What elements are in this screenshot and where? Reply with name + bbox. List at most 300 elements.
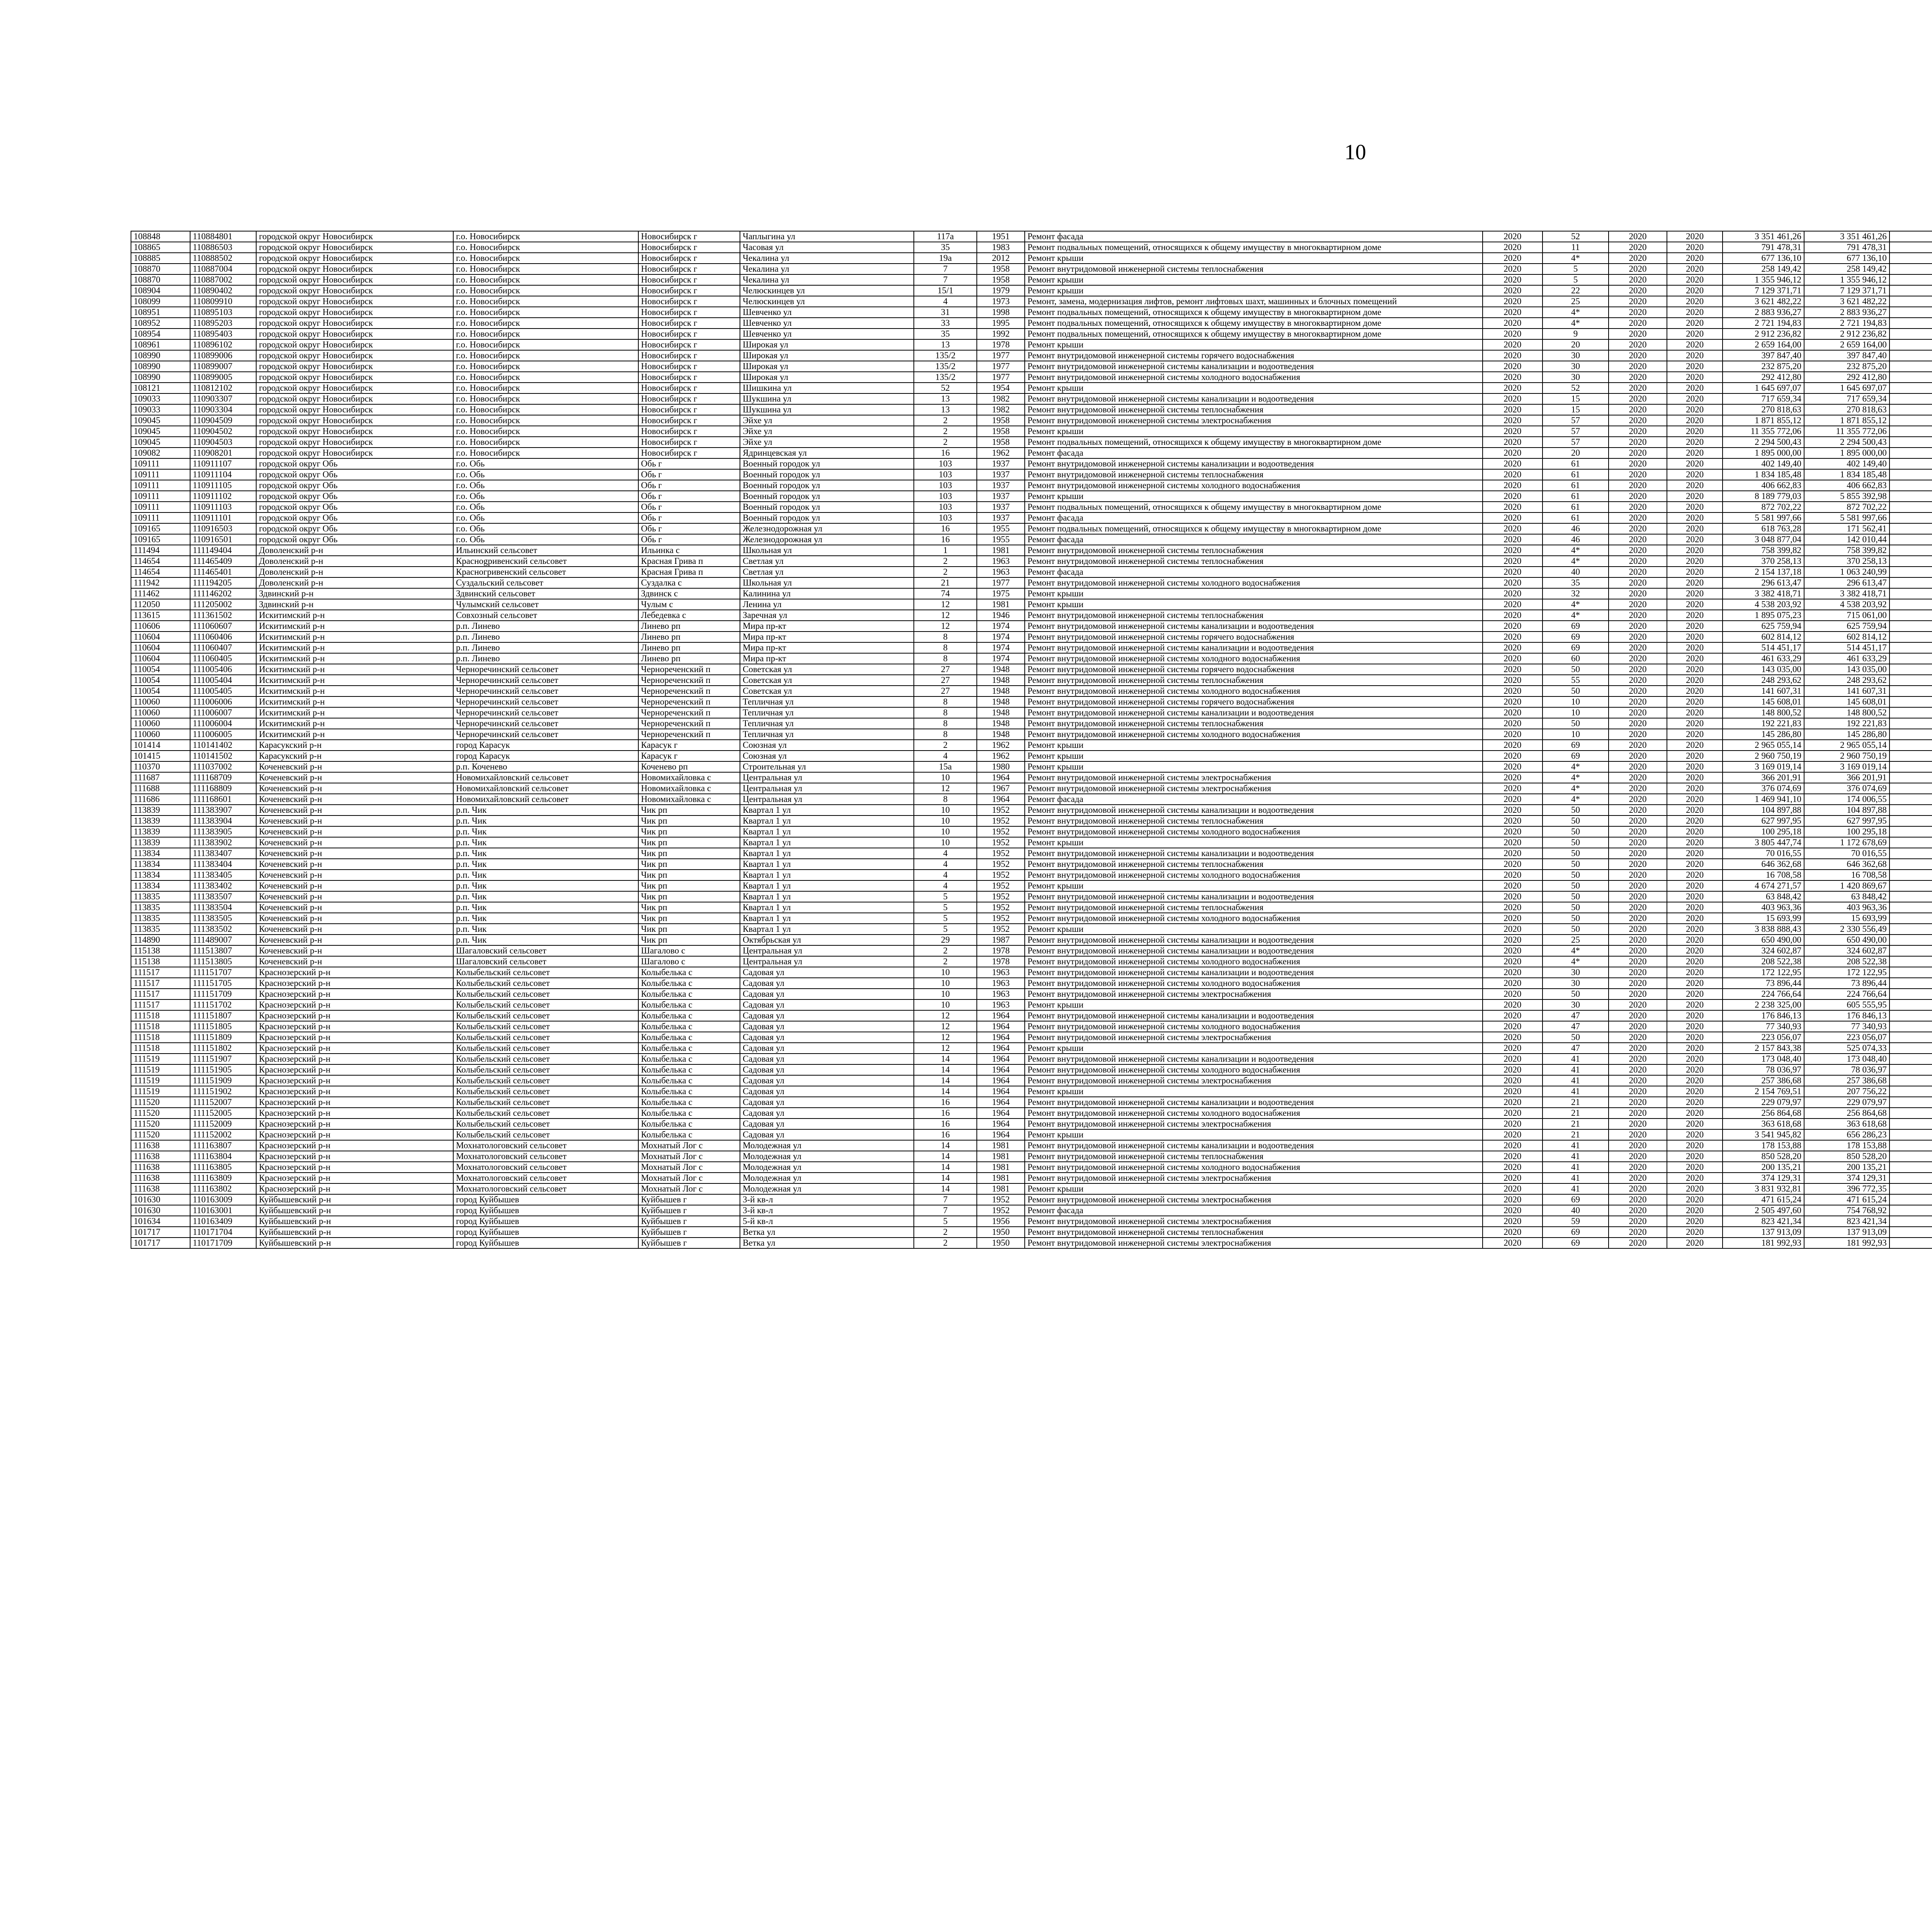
cell-municipality: Черноречинский сельсовет — [453, 664, 638, 675]
cell-wear-percent: 9 — [1543, 329, 1609, 339]
cell-budget-federal — [1889, 404, 1932, 415]
cell-end-year: 2020 — [1667, 512, 1723, 523]
cell-street: Широкая ул — [740, 350, 914, 361]
cell-start-year: 2020 — [1609, 1086, 1667, 1097]
cell-total-cost: 3 351 461,26 — [1723, 231, 1804, 242]
table-row — [131, 1010, 1932, 1021]
cell-district: Краснозерский р-н — [256, 1064, 453, 1075]
cell-plan-year: 2020 — [1483, 1205, 1543, 1216]
cell-start-year: 2020 — [1609, 329, 1667, 339]
cell-district: городской округ Обь — [256, 512, 453, 523]
cell-total-cost: 181 992,93 — [1723, 1238, 1804, 1248]
cell-work-type: Ремонт крыши — [1025, 1043, 1483, 1054]
cell-total-cost: 3 541 945,82 — [1723, 1129, 1804, 1140]
cell-fund-cost: 11 355 772,06 — [1804, 426, 1889, 437]
cell-budget-federal — [1889, 1032, 1932, 1043]
cell-work-type: Ремонт внутридомовой инженерной системы канализации и водоотведения — [1025, 805, 1483, 815]
cell-wear-percent: 41 — [1543, 1075, 1609, 1086]
cell-municipality: г.о. Новосибирск — [453, 350, 638, 361]
table-row — [131, 1238, 1932, 1248]
cell-start-year: 2020 — [1609, 642, 1667, 653]
cell-house-number: 7 — [914, 1194, 977, 1205]
cell-fund-cost: 715 061,00 — [1804, 610, 1889, 621]
cell-work-type: Ремонт крыши — [1025, 924, 1483, 935]
cell-street: Тепличная ул — [740, 707, 914, 718]
cell-municipality: р.п. Чик — [453, 859, 638, 870]
cell-total-cost: 145 286,80 — [1723, 729, 1804, 740]
table-row — [131, 653, 1932, 664]
cell-house-number: 2 — [914, 437, 977, 448]
cell-municipality: Черноречинский сельсовет — [453, 675, 638, 686]
cell-work-type: Ремонт крыши — [1025, 588, 1483, 599]
cell-district: городской округ Новосибирск — [256, 274, 453, 285]
cell-start-year: 2020 — [1609, 534, 1667, 545]
cell-locality: Линево рп — [638, 653, 740, 664]
cell-house-id: 108961 — [131, 339, 190, 350]
cell-municipality: Суздальский сельсовет — [453, 577, 638, 588]
cell-start-year: 2020 — [1609, 502, 1667, 512]
cell-build-year: 1975 — [977, 588, 1025, 599]
cell-work-id: 111151709 — [190, 989, 256, 999]
cell-build-year: 1977 — [977, 361, 1025, 372]
cell-work-type: Ремонт внутридомовой инженерной системы канализации и водоотведения — [1025, 642, 1483, 653]
cell-street: Школьная ул — [740, 577, 914, 588]
cell-locality: Линево рп — [638, 632, 740, 642]
cell-end-year: 2020 — [1667, 231, 1723, 242]
cell-locality: Новосибирск г — [638, 448, 740, 458]
cell-house-number: 27 — [914, 664, 977, 675]
cell-plan-year: 2020 — [1483, 415, 1543, 426]
cell-street: Квартал 1 ул — [740, 815, 914, 826]
cell-total-cost: 208 522,38 — [1723, 956, 1804, 967]
table-row — [131, 329, 1932, 339]
cell-end-year: 2020 — [1667, 642, 1723, 653]
cell-wear-percent: 4* — [1543, 956, 1609, 967]
cell-total-cost: 224 766,64 — [1723, 989, 1804, 999]
cell-street: Эйхе ул — [740, 437, 914, 448]
cell-work-id: 111151905 — [190, 1064, 256, 1075]
cell-fund-cost: 625 759,94 — [1804, 621, 1889, 632]
cell-build-year: 1948 — [977, 707, 1025, 718]
cell-work-type: Ремонт внутридомовой инженерной системы электроснабжения — [1025, 1238, 1483, 1248]
cell-house-number: 10 — [914, 978, 977, 989]
cell-work-type: Ремонт внутридомовой инженерной системы холодного водоснабжения — [1025, 1108, 1483, 1119]
cell-total-cost: 461 633,29 — [1723, 653, 1804, 664]
table-row — [131, 480, 1932, 491]
cell-district: Доволенский р-н — [256, 567, 453, 577]
cell-work-id: 111151909 — [190, 1075, 256, 1086]
cell-street: Советская ул — [740, 664, 914, 675]
table-row — [131, 253, 1932, 264]
table-row — [131, 1173, 1932, 1183]
cell-street: Эйхе ул — [740, 426, 914, 437]
cell-street: Ветка ул — [740, 1227, 914, 1238]
cell-house-id: 111686 — [131, 794, 190, 805]
cell-house-id: 111462 — [131, 588, 190, 599]
cell-fund-cost: 461 633,29 — [1804, 653, 1889, 664]
cell-house-id: 111638 — [131, 1162, 190, 1173]
cell-house-id: 111518 — [131, 1032, 190, 1043]
cell-work-type: Ремонт внутридомовой инженерной системы горячего водоснабжения — [1025, 632, 1483, 642]
cell-start-year: 2020 — [1609, 729, 1667, 740]
cell-end-year: 2020 — [1667, 1205, 1723, 1216]
cell-total-cost: 232 875,20 — [1723, 361, 1804, 372]
cell-start-year: 2020 — [1609, 480, 1667, 491]
cell-locality: Чик рп — [638, 837, 740, 848]
cell-work-id: 111006006 — [190, 696, 256, 707]
cell-plan-year: 2020 — [1483, 870, 1543, 880]
cell-plan-year: 2020 — [1483, 956, 1543, 967]
cell-house-number: 15/1 — [914, 285, 977, 296]
cell-work-id: 111060405 — [190, 653, 256, 664]
table-row — [131, 783, 1932, 794]
cell-work-id: 110141402 — [190, 740, 256, 751]
cell-municipality: г.о. Обь — [453, 523, 638, 534]
cell-street: Садовая ул — [740, 1075, 914, 1086]
cell-work-type: Ремонт внутридомовой инженерной системы канализации и водоотведения — [1025, 945, 1483, 956]
table-row — [131, 361, 1932, 372]
cell-end-year: 2020 — [1667, 1108, 1723, 1119]
cell-district: Краснозерский р-н — [256, 1119, 453, 1129]
cell-district: Краснозерский р-н — [256, 1151, 453, 1162]
cell-plan-year: 2020 — [1483, 718, 1543, 729]
cell-wear-percent: 4* — [1543, 318, 1609, 329]
cell-plan-year: 2020 — [1483, 502, 1543, 512]
cell-fund-cost: 396 772,35 — [1804, 1183, 1889, 1194]
cell-total-cost: 471 615,24 — [1723, 1194, 1804, 1205]
cell-plan-year: 2020 — [1483, 393, 1543, 404]
cell-wear-percent: 57 — [1543, 415, 1609, 426]
cell-locality: Новосибирск г — [638, 372, 740, 383]
cell-fund-cost: 1 063 240,99 — [1804, 567, 1889, 577]
cell-total-cost: 78 036,97 — [1723, 1064, 1804, 1075]
cell-build-year: 1964 — [977, 1064, 1025, 1075]
table-row — [131, 1032, 1932, 1043]
cell-locality: Мохнатый Лог с — [638, 1162, 740, 1173]
cell-district: городской округ Новосибирск — [256, 253, 453, 264]
cell-work-id: 111006007 — [190, 707, 256, 718]
cell-end-year: 2020 — [1667, 491, 1723, 502]
cell-district: Краснозерский р-н — [256, 1032, 453, 1043]
cell-work-id: 111005404 — [190, 675, 256, 686]
cell-total-cost: 403 963,36 — [1723, 902, 1804, 913]
cell-district: городской округ Новосибирск — [256, 426, 453, 437]
cell-house-number: 2 — [914, 415, 977, 426]
cell-plan-year: 2020 — [1483, 880, 1543, 891]
cell-municipality: г.о. Новосибирск — [453, 426, 638, 437]
cell-end-year: 2020 — [1667, 1194, 1723, 1205]
cell-budget-federal — [1889, 891, 1932, 902]
cell-start-year: 2020 — [1609, 458, 1667, 469]
cell-start-year: 2020 — [1609, 404, 1667, 415]
cell-work-id: 110887004 — [190, 264, 256, 274]
cell-locality: Обь г — [638, 512, 740, 523]
cell-district: Здвинский р-н — [256, 588, 453, 599]
table-row — [131, 772, 1932, 783]
cell-work-id: 111383505 — [190, 913, 256, 924]
cell-work-type: Ремонт внутридомовой инженерной системы канализации и водоотведения — [1025, 393, 1483, 404]
cell-budget-federal — [1889, 880, 1932, 891]
cell-work-id: 110908201 — [190, 448, 256, 458]
cell-wear-percent: 21 — [1543, 1129, 1609, 1140]
cell-budget-federal — [1889, 1151, 1932, 1162]
cell-end-year: 2020 — [1667, 577, 1723, 588]
cell-street: Октябрьская ул — [740, 935, 914, 945]
cell-district: Искитимский р-н — [256, 718, 453, 729]
cell-locality: Линево рп — [638, 621, 740, 632]
cell-municipality: р.п. Линево — [453, 642, 638, 653]
cell-end-year: 2020 — [1667, 567, 1723, 577]
cell-end-year: 2020 — [1667, 989, 1723, 999]
cell-district: Краснозерский р-н — [256, 1183, 453, 1194]
cell-end-year: 2020 — [1667, 264, 1723, 274]
cell-plan-year: 2020 — [1483, 859, 1543, 870]
cell-street: Шукшина ул — [740, 393, 914, 404]
cell-municipality: г.о. Новосибирск — [453, 361, 638, 372]
cell-start-year: 2020 — [1609, 1064, 1667, 1075]
cell-end-year: 2020 — [1667, 783, 1723, 794]
cell-municipality: г.о. Новосибирск — [453, 404, 638, 415]
cell-municipality: г.о. Новосибирск — [453, 339, 638, 350]
cell-street: Советская ул — [740, 686, 914, 696]
cell-build-year: 1964 — [977, 1075, 1025, 1086]
cell-plan-year: 2020 — [1483, 1140, 1543, 1151]
cell-work-id: 111163809 — [190, 1173, 256, 1183]
cell-street: Садовая ул — [740, 1021, 914, 1032]
cell-budget-federal — [1889, 491, 1932, 502]
cell-budget-federal — [1889, 1086, 1932, 1097]
table-row — [131, 512, 1932, 523]
cell-work-type: Ремонт внутридомовой инженерной системы холодного водоснабжения — [1025, 686, 1483, 696]
cell-house-number: 10 — [914, 989, 977, 999]
cell-street: Чекалина ул — [740, 253, 914, 264]
cell-budget-federal — [1889, 653, 1932, 664]
cell-total-cost: 4 538 203,92 — [1723, 599, 1804, 610]
cell-budget-federal — [1889, 1173, 1932, 1183]
cell-end-year: 2020 — [1667, 870, 1723, 880]
cell-house-number: 4 — [914, 859, 977, 870]
cell-work-type: Ремонт внутридомовой инженерной системы теплоснабжения — [1025, 556, 1483, 567]
cell-work-id: 111513807 — [190, 945, 256, 956]
cell-house-id: 108951 — [131, 307, 190, 318]
cell-house-id: 111638 — [131, 1183, 190, 1194]
cell-fund-cost: 181 992,93 — [1804, 1238, 1889, 1248]
cell-build-year: 1964 — [977, 1108, 1025, 1119]
cell-work-id: 110904502 — [190, 426, 256, 437]
cell-work-type: Ремонт крыши — [1025, 491, 1483, 502]
cell-plan-year: 2020 — [1483, 1216, 1543, 1227]
cell-fund-cost: 646 362,68 — [1804, 859, 1889, 870]
cell-work-id: 111152009 — [190, 1119, 256, 1129]
cell-work-type: Ремонт внутридомовой инженерной системы электроснабжения — [1025, 1173, 1483, 1183]
cell-start-year: 2020 — [1609, 859, 1667, 870]
cell-district: городской округ Новосибирск — [256, 307, 453, 318]
table-row — [131, 307, 1932, 318]
table-row — [131, 1183, 1932, 1194]
cell-municipality: город Куйбышев — [453, 1216, 638, 1227]
cell-build-year: 1937 — [977, 512, 1025, 523]
cell-total-cost: 172 122,95 — [1723, 967, 1804, 978]
cell-street: Железнодорожная ул — [740, 523, 914, 534]
cell-work-type: Ремонт внутридомовой инженерной системы теплоснабжения — [1025, 815, 1483, 826]
table-row — [131, 231, 1932, 242]
cell-build-year: 1964 — [977, 1021, 1025, 1032]
cell-fund-cost: 754 768,92 — [1804, 1205, 1889, 1216]
cell-budget-federal — [1889, 1075, 1932, 1086]
cell-locality: Новосибирск г — [638, 361, 740, 372]
cell-start-year: 2020 — [1609, 1183, 1667, 1194]
cell-start-year: 2020 — [1609, 999, 1667, 1010]
cell-locality: Шагалово с — [638, 956, 740, 967]
cell-work-type: Ремонт внутридомовой инженерной системы теплоснабжения — [1025, 1227, 1483, 1238]
cell-district: Доволенский р-н — [256, 545, 453, 556]
table-row — [131, 285, 1932, 296]
cell-house-number: 14 — [914, 1151, 977, 1162]
cell-wear-percent: 61 — [1543, 512, 1609, 523]
cell-house-number: 10 — [914, 772, 977, 783]
cell-build-year: 1952 — [977, 913, 1025, 924]
cell-house-number: 27 — [914, 675, 977, 686]
cell-fund-cost: 229 079,97 — [1804, 1097, 1889, 1108]
cell-fund-cost: 137 913,09 — [1804, 1227, 1889, 1238]
table-row — [131, 426, 1932, 437]
cell-wear-percent: 59 — [1543, 1216, 1609, 1227]
cell-wear-percent: 50 — [1543, 859, 1609, 870]
cell-work-type: Ремонт внутридомовой инженерной системы теплоснабжения — [1025, 1151, 1483, 1162]
cell-build-year: 1937 — [977, 480, 1025, 491]
cell-locality: Чик рп — [638, 902, 740, 913]
table-row — [131, 1054, 1932, 1064]
cell-wear-percent: 30 — [1543, 361, 1609, 372]
table-row — [131, 794, 1932, 805]
table-row — [131, 1097, 1932, 1108]
cell-build-year: 1981 — [977, 1140, 1025, 1151]
cell-start-year: 2020 — [1609, 426, 1667, 437]
table-row — [131, 1151, 1932, 1162]
cell-street: Квартал 1 ул — [740, 913, 914, 924]
cell-budget-federal — [1889, 577, 1932, 588]
cell-work-type: Ремонт внутридомовой инженерной системы холодного водоснабжения — [1025, 913, 1483, 924]
cell-locality: Обь г — [638, 523, 740, 534]
cell-build-year: 1979 — [977, 285, 1025, 296]
cell-end-year: 2020 — [1667, 437, 1723, 448]
cell-municipality: Черноречинский сельсовет — [453, 696, 638, 707]
cell-fund-cost: 172 122,95 — [1804, 967, 1889, 978]
cell-wear-percent: 61 — [1543, 458, 1609, 469]
cell-build-year: 1948 — [977, 664, 1025, 675]
cell-budget-federal — [1889, 826, 1932, 837]
cell-fund-cost: 850 528,20 — [1804, 1151, 1889, 1162]
cell-wear-percent: 69 — [1543, 621, 1609, 632]
cell-district: Коченевский р-н — [256, 826, 453, 837]
cell-district: городской округ Обь — [256, 502, 453, 512]
cell-district: Куйбышевский р-н — [256, 1205, 453, 1216]
cell-house-id: 108954 — [131, 329, 190, 339]
table-row — [131, 383, 1932, 393]
cell-total-cost: 292 412,80 — [1723, 372, 1804, 383]
cell-house-number: 4 — [914, 870, 977, 880]
cell-house-number: 14 — [914, 1054, 977, 1064]
cell-plan-year: 2020 — [1483, 1151, 1543, 1162]
table-row — [131, 556, 1932, 567]
cell-work-type: Ремонт внутридомовой инженерной системы теплоснабжения — [1025, 675, 1483, 686]
cell-house-id: 111942 — [131, 577, 190, 588]
cell-work-type: Ремонт внутридомовой инженерной системы электроснабжения — [1025, 783, 1483, 794]
cell-municipality: город Куйбышев — [453, 1227, 638, 1238]
table-row — [131, 913, 1932, 924]
cell-work-type: Ремонт внутридомовой инженерной системы горячего водоснабжения — [1025, 350, 1483, 361]
cell-work-id: 110903307 — [190, 393, 256, 404]
cell-build-year: 1963 — [977, 978, 1025, 989]
cell-locality: Новосибирск г — [638, 383, 740, 393]
cell-municipality: г.о. Новосибирск — [453, 393, 638, 404]
cell-wear-percent: 40 — [1543, 567, 1609, 577]
table-row — [131, 1086, 1932, 1097]
cell-locality: Куйбышев г — [638, 1227, 740, 1238]
table-row — [131, 880, 1932, 891]
cell-house-id: 110060 — [131, 707, 190, 718]
cell-end-year: 2020 — [1667, 1021, 1723, 1032]
cell-wear-percent: 46 — [1543, 534, 1609, 545]
cell-wear-percent: 4* — [1543, 945, 1609, 956]
cell-house-number: 27 — [914, 686, 977, 696]
cell-fund-cost: 1 645 697,07 — [1804, 383, 1889, 393]
cell-build-year: 1948 — [977, 729, 1025, 740]
cell-district: городской округ Новосибирск — [256, 285, 453, 296]
cell-start-year: 2020 — [1609, 686, 1667, 696]
cell-work-type: Ремонт внутридомовой инженерной системы холодного водоснабжения — [1025, 956, 1483, 967]
cell-wear-percent: 22 — [1543, 285, 1609, 296]
cell-work-type: Ремонт, замена, модернизация лифтов, ремонт лифтовых шахт, машинных и блочных помещений — [1025, 296, 1483, 307]
cell-municipality: Шагаловский сельсовет — [453, 956, 638, 967]
cell-house-id: 111517 — [131, 967, 190, 978]
cell-total-cost: 1 645 697,07 — [1723, 383, 1804, 393]
cell-work-type: Ремонт внутридомовой инженерной системы холодного водоснабжения — [1025, 577, 1483, 588]
cell-end-year: 2020 — [1667, 632, 1723, 642]
cell-total-cost: 3 805 447,74 — [1723, 837, 1804, 848]
cell-build-year: 1967 — [977, 783, 1025, 794]
cell-build-year: 1951 — [977, 231, 1025, 242]
cell-work-id: 111146202 — [190, 588, 256, 599]
cell-work-type: Ремонт внутридомовой инженерной системы канализации и водоотведения — [1025, 967, 1483, 978]
cell-municipality: г.о. Новосибирск — [453, 318, 638, 329]
cell-start-year: 2020 — [1609, 383, 1667, 393]
cell-wear-percent: 4* — [1543, 556, 1609, 567]
table-row — [131, 761, 1932, 772]
cell-locality: Колыбелька с — [638, 1075, 740, 1086]
cell-fund-cost: 78 036,97 — [1804, 1064, 1889, 1075]
cell-locality: Новомихайловка с — [638, 783, 740, 794]
cell-locality: Линево рп — [638, 642, 740, 653]
cell-budget-federal — [1889, 469, 1932, 480]
cell-house-number: 2 — [914, 556, 977, 567]
cell-house-id: 108099 — [131, 296, 190, 307]
table-row — [131, 870, 1932, 880]
cell-total-cost: 791 478,31 — [1723, 242, 1804, 253]
cell-municipality: Колыбельский сельсовет — [453, 1108, 638, 1119]
cell-start-year: 2020 — [1609, 815, 1667, 826]
cell-work-type: Ремонт внутридомовой инженерной системы канализации и водоотведения — [1025, 458, 1483, 469]
table-row — [131, 642, 1932, 653]
cell-house-id: 108885 — [131, 253, 190, 264]
cell-end-year: 2020 — [1667, 469, 1723, 480]
cell-work-type: Ремонт крыши — [1025, 1129, 1483, 1140]
table-row — [131, 567, 1932, 577]
cell-start-year: 2020 — [1609, 296, 1667, 307]
cell-wear-percent: 30 — [1543, 967, 1609, 978]
cell-work-type: Ремонт фасада — [1025, 567, 1483, 577]
cell-wear-percent: 50 — [1543, 826, 1609, 837]
